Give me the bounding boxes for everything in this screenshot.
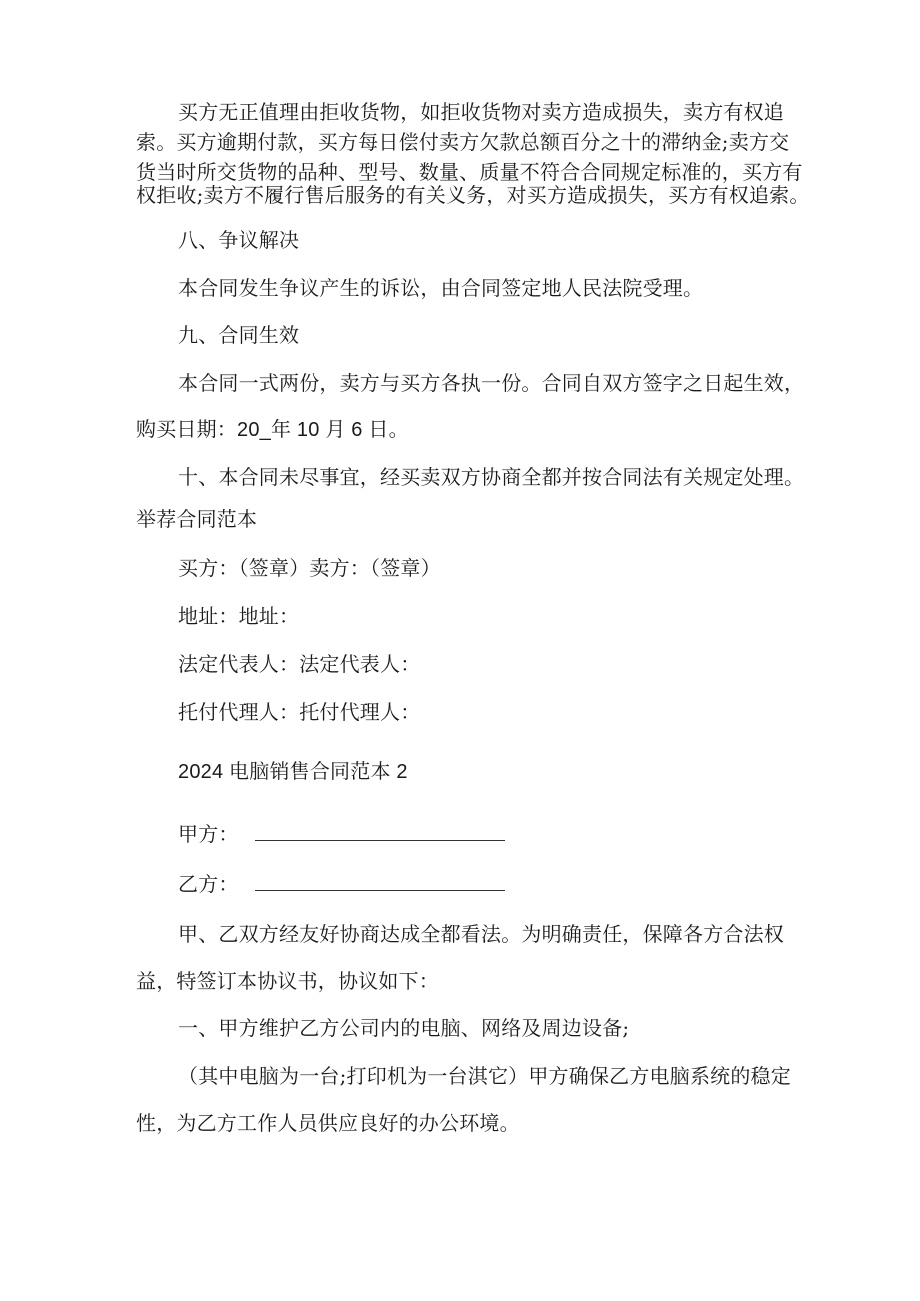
- party-b-line: [178, 872, 806, 896]
- paragraph-line: 货当时所交货物的品种、型号、数量、质量不符合合同规定标准的，买方有: [136, 160, 803, 184]
- paragraph-line: 本合同发生争议产生的诉讼，由合同签定地人民法院受理。: [178, 276, 704, 300]
- signature-line: 法定代表人：法定代表人：: [178, 652, 421, 676]
- paragraph-line: 十、本合同未尽事宜，经买卖双方协商全都并按合同法有关规定处理。: [178, 465, 805, 489]
- paragraph-line: 索。买方逾期付款，买方每日偿付卖方欠款总额百分之十的滞纳金;卖方交: [136, 130, 790, 154]
- party-a-line: [178, 822, 806, 846]
- party-b-blank: [255, 872, 505, 891]
- signature-line: 买方：（签章）卖方：（签章）: [178, 556, 441, 580]
- paragraph-line: 买方无正值理由拒收货物，如拒收货物对卖方造成损失，卖方有权追: [178, 100, 784, 124]
- signature-line: 托付代理人：托付代理人：: [178, 700, 421, 724]
- signature-line: 地址：地址：: [178, 604, 300, 628]
- section-heading: 九、合同生效: [178, 323, 300, 347]
- section-title: 2024 电脑销售合同范本 2: [178, 761, 408, 783]
- party-a-blank: [255, 822, 505, 841]
- paragraph-line: 本合同一式两份，卖方与买方各执一份。合同自双方签字之日起生效，: [178, 371, 805, 395]
- party-b-label: 乙方：: [178, 872, 239, 896]
- party-a-label: 甲方：: [178, 822, 239, 846]
- paragraph-line: （其中电脑为一台;打印机为一台淇它）甲方确保乙方电脑系统的稳定: [178, 1064, 791, 1088]
- paragraph-line: 举荐合同范本: [136, 507, 258, 531]
- section-heading: 八、争议解决: [178, 228, 300, 252]
- paragraph-line: 购买日期：20_年 10 月 6 日。: [136, 419, 409, 441]
- paragraph-line: 一、甲方维护乙方公司内的电脑、网络及周边设备;: [178, 1016, 630, 1040]
- paragraph-line: 甲、乙双方经友好协商达成全都看法。为明确责任，保障各方合法权: [178, 922, 784, 946]
- paragraph-line: 权拒收;卖方不履行售后服务的有关义务，对买方造成损失，买方有权追索。: [136, 183, 810, 207]
- paragraph-line: 性，为乙方工作人员供应良好的办公环境。: [136, 1111, 520, 1135]
- paragraph-line: 益，特签订本协议书，协议如下：: [136, 969, 439, 993]
